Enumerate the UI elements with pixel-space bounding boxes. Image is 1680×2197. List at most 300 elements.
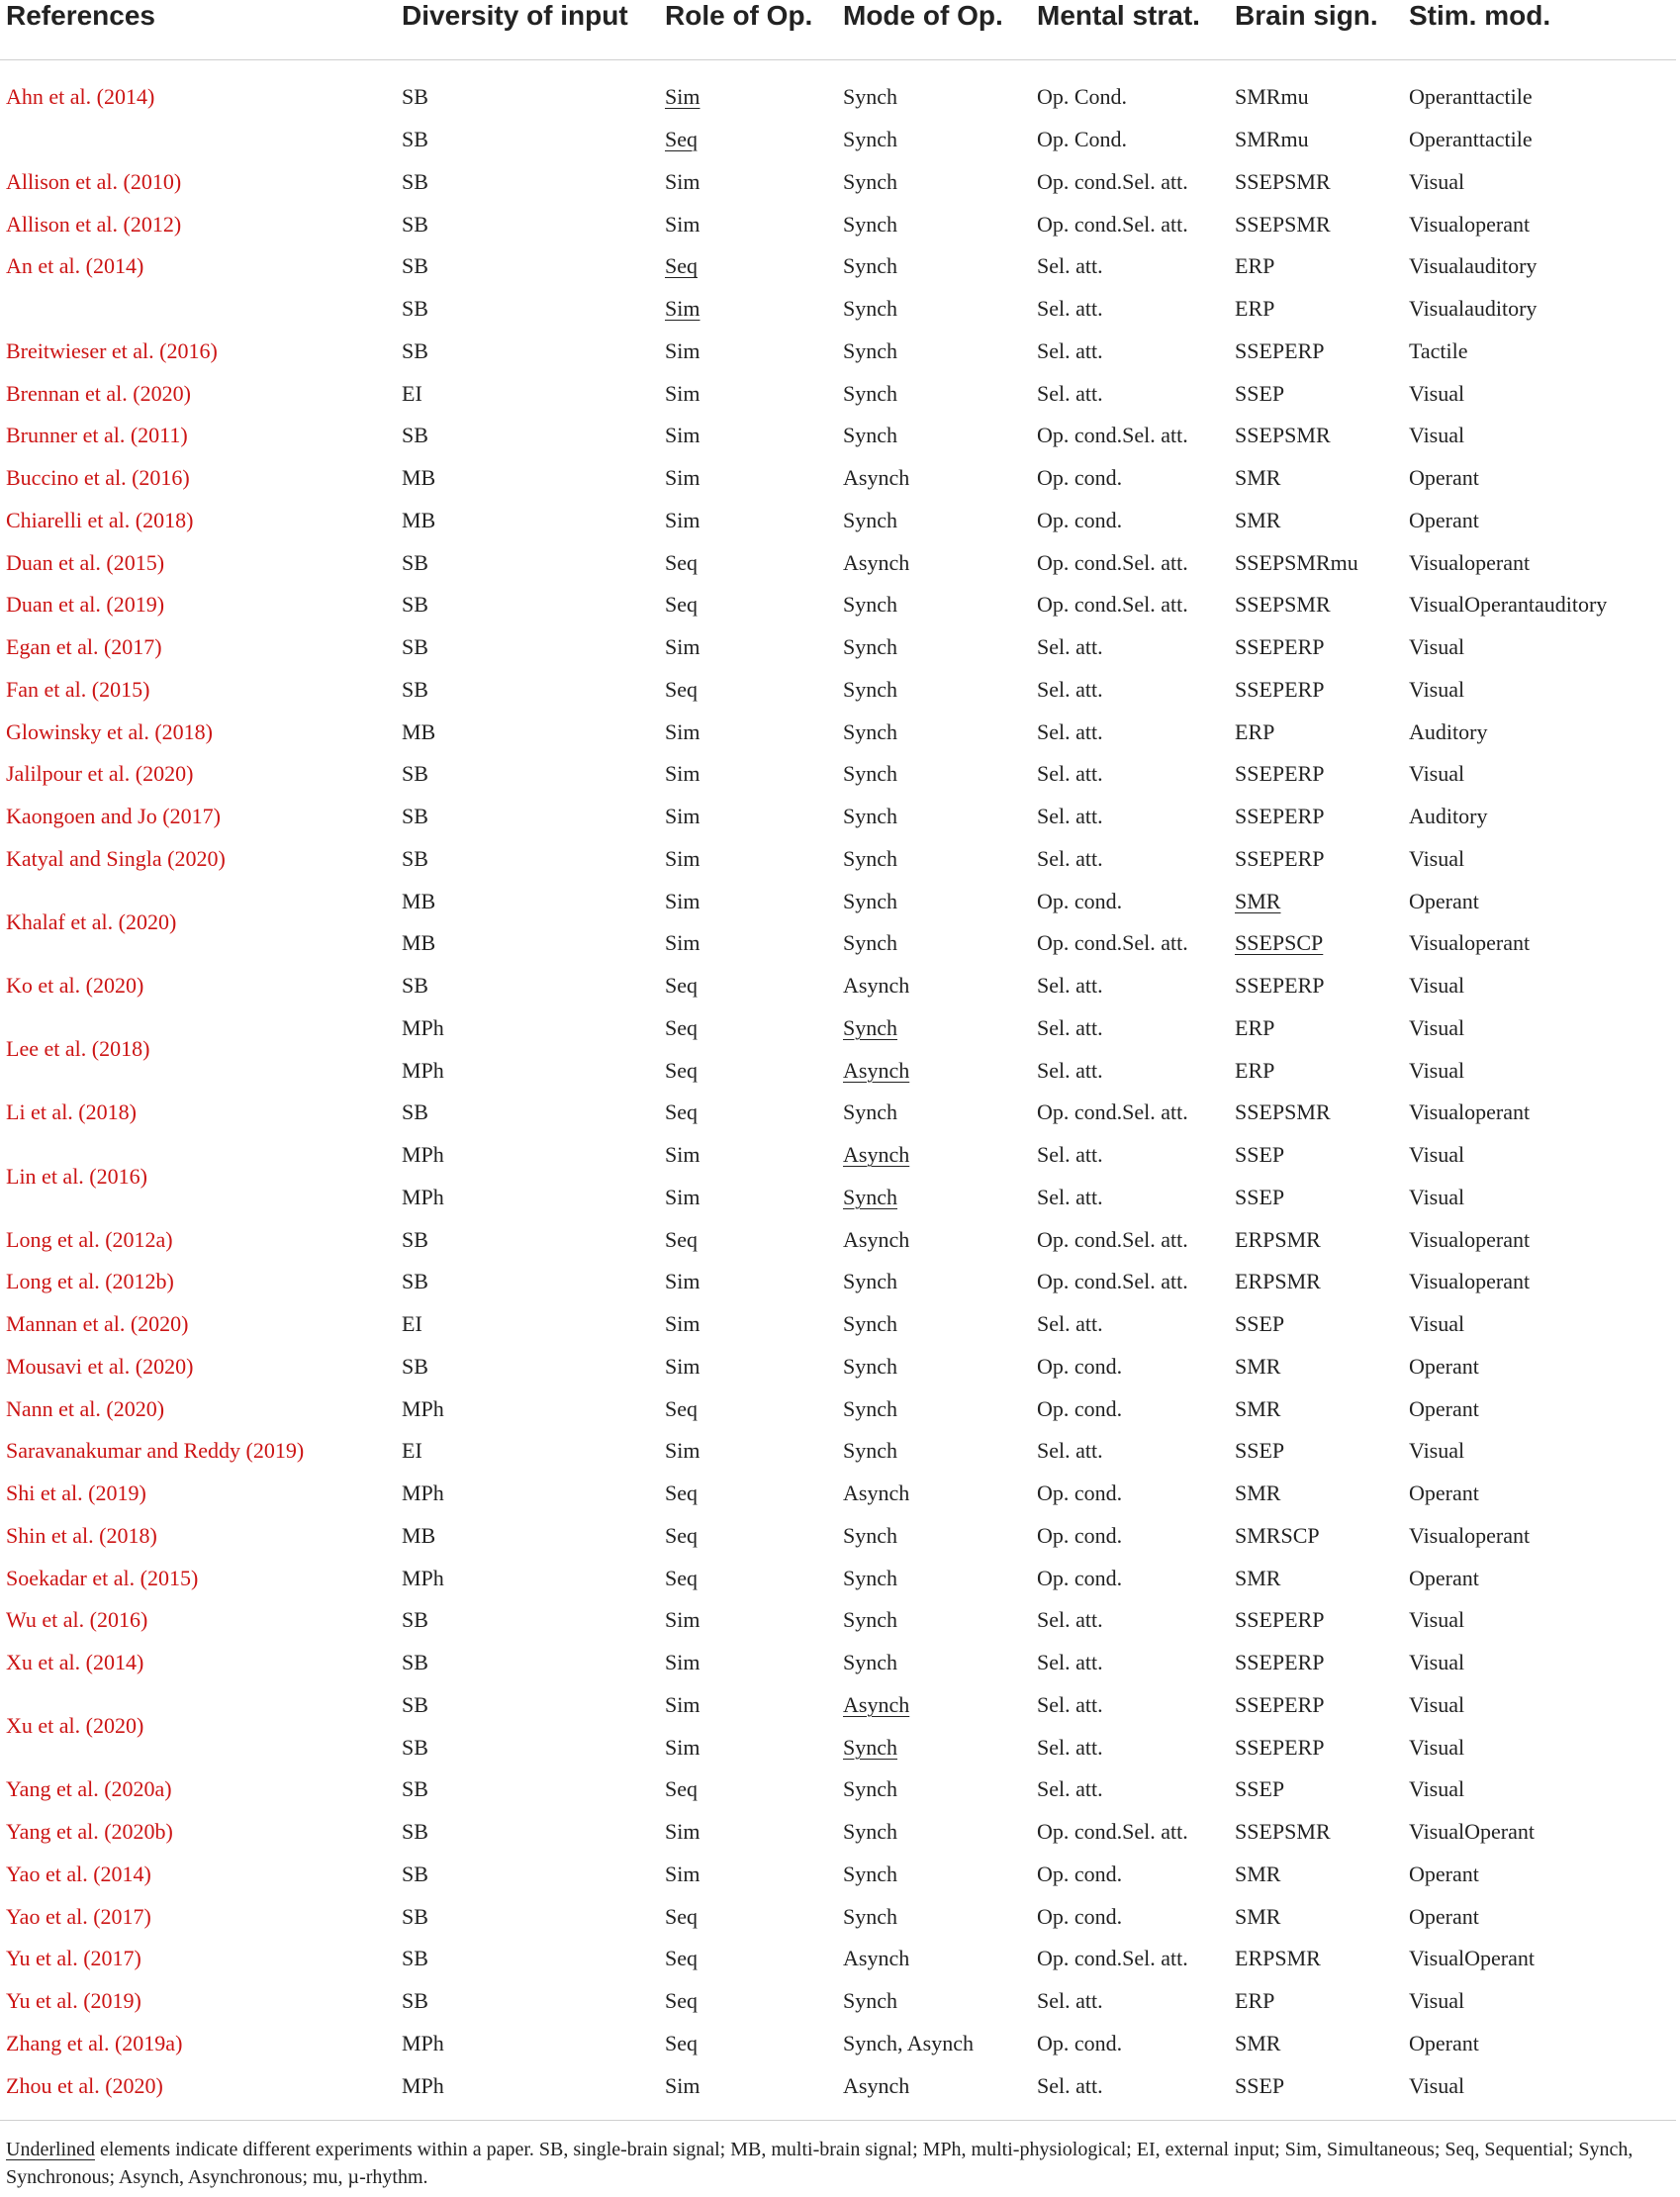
cell-mental-strat <box>1037 711 1235 753</box>
cell-stim-mod <box>1409 245 1676 288</box>
cell-reference[interactable] <box>0 1303 402 1346</box>
reference-close-paren: ) <box>143 1903 151 1929</box>
table-row <box>0 1811 1676 1854</box>
cell-role-of-op <box>665 880 843 922</box>
reference-year-link[interactable]: 2020 <box>140 380 184 406</box>
cell-mental-strat <box>1037 1557 1235 1599</box>
reference-close-paren: ) <box>134 1988 141 2014</box>
cell-stim-mod <box>1409 331 1676 373</box>
cell-reference[interactable] <box>0 1980 402 2023</box>
cell-mental-strat <box>1037 1303 1235 1346</box>
cell-diversity-of-input <box>402 1177 665 1219</box>
reference-year-link[interactable]: 2018 <box>142 507 187 532</box>
reference-authors[interactable]: Buccino et al. ( <box>6 465 140 491</box>
cell-brain-sign <box>1235 161 1409 204</box>
reference-authors[interactable]: Katyal and Singla ( <box>6 845 175 871</box>
reference-authors[interactable]: Duan et al. ( <box>6 592 114 618</box>
reference-year-link[interactable]: 2019 <box>252 1438 297 1464</box>
table-row <box>0 541 1676 584</box>
reference-authors[interactable]: Yao et al. ( <box>6 1903 101 1929</box>
reference-authors[interactable]: Yu et al. ( <box>6 1946 91 1971</box>
reference-year-link[interactable]: 2016 <box>139 465 183 491</box>
cell-diversity-of-input <box>402 584 665 626</box>
cell-diversity-of-input <box>402 541 665 584</box>
reference-year-link[interactable]: 2020 <box>142 1353 187 1379</box>
reference-year-link[interactable]: 2020b <box>111 1819 166 1845</box>
cell-mental-strat <box>1037 669 1235 712</box>
reference-close-paren: ) <box>173 168 182 194</box>
cell-role-of-op-text: Sim <box>665 1607 700 1633</box>
cell-reference[interactable] <box>0 1261 402 1303</box>
cell-reference[interactable] <box>0 1346 402 1388</box>
reference-year-link[interactable]: 2010 <box>130 168 174 194</box>
cell-role-of-op <box>665 203 843 245</box>
cell-role-of-op-text: Seq <box>665 253 698 279</box>
cell-mode-of-op-text: Asynch <box>843 1946 910 1971</box>
reference-year-link[interactable]: 2018 <box>85 1099 130 1125</box>
cell-role-of-op <box>665 2023 843 2065</box>
reference-authors[interactable]: Nann et al. ( <box>6 1395 114 1421</box>
reference-year-link[interactable]: 2014 <box>100 1861 144 1886</box>
cell-mode-of-op <box>843 1642 1037 1684</box>
cell-reference[interactable] <box>0 1007 402 1093</box>
cell-reference[interactable] <box>0 1430 402 1473</box>
cell-diversity-of-input-text: SB <box>402 592 428 618</box>
reference-authors[interactable]: Yao et al. ( <box>6 1861 101 1886</box>
reference-close-paren: ) <box>213 804 221 829</box>
cell-mode-of-op <box>843 541 1037 584</box>
cell-mental-strat-text: Op. cond.Sel. att. <box>1037 930 1188 956</box>
cell-reference[interactable] <box>0 2023 402 2065</box>
cell-reference[interactable] <box>0 796 402 838</box>
table-row <box>0 1854 1676 1896</box>
cell-role-of-op-text: Sim <box>665 718 700 744</box>
cell-stim-mod-text: Visual <box>1409 1057 1465 1083</box>
reference-authors[interactable]: Brunner et al. ( <box>6 423 139 448</box>
cell-stim-mod-text: Visual <box>1409 1184 1465 1209</box>
reference-close-paren: ) <box>143 1861 151 1886</box>
reference-authors[interactable]: An et al. ( <box>6 253 93 279</box>
cell-mental-strat <box>1037 1768 1235 1811</box>
cell-diversity-of-input <box>402 1473 665 1515</box>
reference-authors[interactable]: Xu et al. ( <box>6 1650 93 1675</box>
cell-mental-strat <box>1037 1473 1235 1515</box>
reference-year-link[interactable]: 2018 <box>99 1036 143 1062</box>
cell-role-of-op-text: Sim <box>665 804 700 829</box>
cell-reference[interactable] <box>0 1092 402 1134</box>
cell-stim-mod-text: VisualOperant <box>1409 1946 1535 1971</box>
cell-role-of-op-text: Seq <box>665 1226 698 1252</box>
cell-reference[interactable] <box>0 584 402 626</box>
cell-role-of-op-text: Sim <box>665 84 700 110</box>
cell-mental-strat-text: Sel. att. <box>1037 2072 1103 2098</box>
cell-reference[interactable] <box>0 1895 402 1938</box>
cell-brain-sign <box>1235 1811 1409 1854</box>
cell-role-of-op <box>665 1599 843 1642</box>
cell-diversity-of-input <box>402 1895 665 1938</box>
cell-mode-of-op-text: Synch <box>843 1776 897 1802</box>
cell-mental-strat-text: Op. cond. <box>1037 1903 1123 1929</box>
cell-reference[interactable] <box>0 626 402 669</box>
cell-diversity-of-input <box>402 1980 665 2023</box>
cell-mental-strat <box>1037 161 1235 204</box>
reference-authors[interactable]: Allison et al. ( <box>6 168 131 194</box>
cell-role-of-op-text: Sim <box>665 634 700 660</box>
cell-diversity-of-input <box>402 1007 665 1050</box>
cell-mode-of-op-text: Synch <box>843 1014 897 1040</box>
reference-year-link[interactable]: 2019 <box>113 592 157 618</box>
cell-reference[interactable] <box>0 1599 402 1642</box>
cell-reference[interactable] <box>0 880 402 965</box>
cell-mental-strat <box>1037 457 1235 500</box>
cell-reference[interactable] <box>0 711 402 753</box>
cell-reference[interactable] <box>0 1473 402 1515</box>
cell-brain-sign <box>1235 372 1409 415</box>
cell-role-of-op <box>665 1303 843 1346</box>
table-row <box>0 1515 1676 1558</box>
reference-close-paren: ) <box>181 1311 189 1337</box>
reference-authors[interactable]: Zhang et al. ( <box>6 2030 123 2055</box>
reference-year-link[interactable]: 2014 <box>103 84 147 110</box>
reference-authors[interactable]: Khalaf et al. ( <box>6 909 126 934</box>
cell-stim-mod <box>1409 60 1676 119</box>
reference-year-link[interactable]: 2018 <box>106 1522 150 1548</box>
cell-diversity-of-input <box>402 1768 665 1811</box>
reference-close-paren: ) <box>142 676 150 702</box>
cell-role-of-op <box>665 1049 843 1092</box>
cell-brain-sign-text: SSEPERP <box>1235 1607 1325 1633</box>
cell-reference[interactable] <box>0 1854 402 1896</box>
reference-authors[interactable]: Fan et al. ( <box>6 676 100 702</box>
reference-authors[interactable]: Yang et al. ( <box>6 1819 112 1845</box>
cell-stim-mod <box>1409 838 1676 881</box>
cell-reference[interactable] <box>0 60 402 119</box>
reference-year-link[interactable]: 2019 <box>90 1988 135 2014</box>
cell-reference[interactable] <box>0 1684 402 1769</box>
cell-mode-of-op-text: Synch <box>843 1395 897 1421</box>
cell-stim-mod-text: Auditory <box>1409 718 1488 744</box>
cell-mode-of-op <box>843 1684 1037 1727</box>
cell-brain-sign-text: SSEPSMR <box>1235 592 1331 618</box>
cell-mode-of-op-text: Asynch <box>843 973 910 999</box>
cell-mode-of-op-text: Synch <box>843 127 897 152</box>
cell-mental-strat-text: Op. cond. <box>1037 507 1123 532</box>
reference-authors[interactable]: Duan et al. ( <box>6 549 114 575</box>
reference-authors[interactable]: Saravanakumar and Reddy ( <box>6 1438 253 1464</box>
cell-mental-strat <box>1037 838 1235 881</box>
cell-brain-sign <box>1235 331 1409 373</box>
cell-mental-strat <box>1037 1430 1235 1473</box>
table-row <box>0 1684 1676 1727</box>
cell-stim-mod <box>1409 1684 1676 1727</box>
cell-role-of-op <box>665 669 843 712</box>
cell-role-of-op-text: Sim <box>665 761 700 787</box>
cell-mental-strat <box>1037 245 1235 288</box>
footnote-underlined-word: Underlined <box>6 2139 95 2160</box>
reference-year-link[interactable]: 2015 <box>146 1565 191 1590</box>
cell-stim-mod-text: VisualOperantauditory <box>1409 592 1608 618</box>
cell-reference[interactable] <box>0 415 402 457</box>
cell-role-of-op-text: Sim <box>665 1819 700 1845</box>
cell-mode-of-op-text: Synch <box>843 337 897 363</box>
reference-authors[interactable]: Breitwieser et al. ( <box>6 337 167 363</box>
reference-close-paren: ) <box>166 1269 174 1294</box>
header-brain-sign: Brain sign. <box>1235 0 1409 60</box>
reference-year-link[interactable]: 2020 <box>113 1395 157 1421</box>
reference-authors[interactable]: Soekadar et al. ( <box>6 1565 147 1590</box>
cell-stim-mod <box>1409 753 1676 796</box>
reference-year-link[interactable]: 2012 <box>130 211 174 237</box>
reference-year-link[interactable]: 2014 <box>92 253 137 279</box>
reference-authors[interactable]: Mousavi et al. ( <box>6 1353 143 1379</box>
reference-year-link[interactable]: 2019a <box>122 2030 176 2055</box>
cell-brain-sign <box>1235 2023 1409 2065</box>
table-row <box>0 2064 1676 2107</box>
cell-brain-sign-text: SMR <box>1235 507 1281 532</box>
reference-authors[interactable]: Lee et al. ( <box>6 1036 100 1062</box>
reference-year-link[interactable]: 2020 <box>92 973 137 999</box>
cell-reference[interactable] <box>0 331 402 373</box>
cell-stim-mod <box>1409 1177 1676 1219</box>
reference-authors[interactable]: Brennan et al. ( <box>6 380 140 406</box>
cell-role-of-op-text: Sim <box>665 423 700 448</box>
table-row <box>0 2023 1676 2065</box>
cell-reference[interactable] <box>0 1811 402 1854</box>
cell-reference[interactable] <box>0 1557 402 1599</box>
table-row <box>0 119 1676 161</box>
cell-stim-mod-text: Visualoperant <box>1409 211 1531 237</box>
reference-year-link[interactable]: 2017 <box>90 1946 135 1971</box>
cell-mode-of-op <box>843 2064 1037 2107</box>
cell-reference[interactable] <box>0 161 402 204</box>
cell-role-of-op-text: Seq <box>665 1776 698 1802</box>
cell-reference[interactable] <box>0 245 402 288</box>
cell-reference[interactable] <box>0 753 402 796</box>
cell-mode-of-op <box>843 1473 1037 1515</box>
cell-mental-strat <box>1037 1007 1235 1050</box>
reference-authors[interactable]: Long et al. ( <box>6 1269 113 1294</box>
cell-diversity-of-input-text: MPh <box>402 1481 444 1506</box>
cell-role-of-op <box>665 626 843 669</box>
cell-brain-sign-text: SMR <box>1235 1353 1281 1379</box>
cell-reference[interactable] <box>0 1218 402 1261</box>
cell-mental-strat <box>1037 796 1235 838</box>
reference-authors[interactable]: Yang et al. ( <box>6 1776 112 1802</box>
cell-role-of-op-text: Seq <box>665 2030 698 2055</box>
cell-diversity-of-input <box>402 457 665 500</box>
cell-diversity-of-input-text: MPh <box>402 1565 444 1590</box>
reference-year-link[interactable]: 2020 <box>138 1311 182 1337</box>
reference-year-link[interactable]: 2014 <box>92 1650 137 1675</box>
cell-stim-mod <box>1409 1387 1676 1430</box>
cell-role-of-op <box>665 753 843 796</box>
cell-stim-mod <box>1409 1218 1676 1261</box>
reference-year-link[interactable]: 2012b <box>112 1269 167 1294</box>
reference-authors[interactable]: Chiarelli et al. ( <box>6 507 143 532</box>
cell-role-of-op-text: Sim <box>665 1734 700 1760</box>
cell-reference[interactable] <box>0 1515 402 1558</box>
cell-stim-mod <box>1409 1854 1676 1896</box>
cell-mode-of-op-text: Synch <box>843 1522 897 1548</box>
cell-brain-sign <box>1235 1684 1409 1727</box>
cell-brain-sign-text: SSEPSMRmu <box>1235 549 1358 575</box>
cell-stim-mod <box>1409 626 1676 669</box>
reference-year-link[interactable]: 2018 <box>161 718 206 744</box>
cell-stim-mod <box>1409 2064 1676 2107</box>
cell-reference[interactable] <box>0 1642 402 1684</box>
cell-mental-strat-text: Op. cond. <box>1037 1565 1123 1590</box>
table-row <box>0 1387 1676 1430</box>
cell-reference[interactable] <box>0 838 402 881</box>
cell-mode-of-op-text: Asynch <box>843 1481 910 1506</box>
cell-role-of-op <box>665 796 843 838</box>
cell-brain-sign <box>1235 1346 1409 1388</box>
reference-close-paren: ) <box>186 761 194 787</box>
reference-year-link[interactable]: 2020 <box>112 2072 156 2098</box>
cell-brain-sign <box>1235 1387 1409 1430</box>
cell-role-of-op <box>665 1473 843 1515</box>
cell-diversity-of-input-text: SB <box>402 127 428 152</box>
cell-mental-strat <box>1037 1599 1235 1642</box>
cell-mental-strat-text: Sel. att. <box>1037 676 1103 702</box>
table-row <box>0 245 1676 288</box>
cell-diversity-of-input-text: SB <box>402 761 428 787</box>
reference-year-link[interactable]: 2016 <box>96 1607 140 1633</box>
cell-brain-sign <box>1235 415 1409 457</box>
reference-close-paren: ) <box>136 1713 144 1739</box>
cell-mental-strat <box>1037 1387 1235 1430</box>
cell-mode-of-op-text: Asynch <box>843 1057 910 1083</box>
reference-authors[interactable]: Jalilpour et al. ( <box>6 761 143 787</box>
cell-reference[interactable] <box>0 965 402 1007</box>
cell-role-of-op-text: Sim <box>665 168 700 194</box>
reference-year-link[interactable]: 2015 <box>99 676 143 702</box>
reference-year-link[interactable]: 2012a <box>112 1226 166 1252</box>
reference-authors[interactable]: Zhou et al. ( <box>6 2072 113 2098</box>
cell-role-of-op <box>665 1007 843 1050</box>
reference-authors[interactable]: Mannan et al. ( <box>6 1311 139 1337</box>
reference-close-paren: ) <box>173 211 182 237</box>
reference-authors[interactable]: Shi et al. ( <box>6 1481 96 1506</box>
cell-role-of-op <box>665 372 843 415</box>
cell-mental-strat <box>1037 1642 1235 1684</box>
cell-mode-of-op <box>843 1895 1037 1938</box>
cell-mode-of-op-text: Synch <box>843 1819 897 1845</box>
cell-reference[interactable] <box>0 1134 402 1219</box>
cell-stim-mod-text: Operant <box>1409 507 1479 532</box>
cell-reference[interactable] <box>0 457 402 500</box>
cell-diversity-of-input-text: SB <box>402 804 428 829</box>
reference-year-link[interactable]: 2017 <box>100 1903 144 1929</box>
reference-authors[interactable]: Yu et al. ( <box>6 1988 91 2014</box>
cell-reference[interactable] <box>0 1938 402 1980</box>
cell-brain-sign <box>1235 1854 1409 1896</box>
reference-close-paren: ) <box>190 1565 199 1590</box>
reference-year-link[interactable]: 2016 <box>96 1163 140 1189</box>
cell-reference[interactable] <box>0 541 402 584</box>
cell-mental-strat <box>1037 288 1235 331</box>
cell-diversity-of-input <box>402 1387 665 1430</box>
reference-authors[interactable]: Allison et al. ( <box>6 211 131 237</box>
footnote-text: elements indicate different experiments within a paper. SB, single-brain signal; MB, multi-brain signal; MPh, multi-physiological; EI, external input; Sim, Simultaneous; Seq, Sequential; Synch, Synchronous; Asynch, Asynchronous; mu, µ-rhythm. <box>6 2139 1633 2188</box>
reference-authors[interactable]: Kaongoen and Jo ( <box>6 804 170 829</box>
cell-stim-mod-text: Visualoperant <box>1409 1522 1531 1548</box>
cell-mode-of-op-text: Synch <box>843 888 897 913</box>
cell-reference[interactable] <box>0 1387 402 1430</box>
cell-mode-of-op-text: Synch <box>843 168 897 194</box>
cell-mental-strat-text: Sel. att. <box>1037 296 1103 322</box>
cell-stim-mod-text: Operant <box>1409 465 1479 491</box>
cell-reference[interactable] <box>0 500 402 542</box>
table-row <box>0 796 1676 838</box>
cell-mode-of-op-text: Synch <box>843 296 897 322</box>
reference-year-link[interactable]: 2017 <box>111 634 155 660</box>
reference-authors[interactable]: Shin et al. ( <box>6 1522 107 1548</box>
reference-authors[interactable]: Ahn et al. ( <box>6 84 104 110</box>
cell-mental-strat-text: Sel. att. <box>1037 1014 1103 1040</box>
table-header <box>0 0 1676 60</box>
reference-year-link[interactable]: 2017 <box>169 804 214 829</box>
cell-reference[interactable] <box>0 2064 402 2107</box>
cell-stim-mod-text: Visual <box>1409 1776 1465 1802</box>
reference-year-link[interactable]: 2020 <box>142 761 187 787</box>
cell-mental-strat-text: Op. cond. <box>1037 1353 1123 1379</box>
cell-diversity-of-input-text: SB <box>402 1099 428 1125</box>
cell-reference[interactable] <box>0 669 402 712</box>
reference-authors[interactable]: Wu et al. ( <box>6 1607 97 1633</box>
reference-year-link[interactable]: 2019 <box>95 1481 140 1506</box>
cell-role-of-op <box>665 541 843 584</box>
reference-authors[interactable]: Egan et al. ( <box>6 634 112 660</box>
cell-diversity-of-input-text: MPh <box>402 2072 444 2098</box>
cell-mode-of-op <box>843 1049 1037 1092</box>
reference-close-paren: ) <box>205 718 213 744</box>
cell-mental-strat <box>1037 1515 1235 1558</box>
reference-authors[interactable]: Lin et al. ( <box>6 1163 97 1189</box>
reference-year-link[interactable]: 2020 <box>92 1713 137 1739</box>
cell-diversity-of-input-text: SB <box>402 1691 428 1717</box>
cell-mode-of-op <box>843 1726 1037 1768</box>
reference-year-link[interactable]: 2011 <box>138 423 181 448</box>
reference-year-link[interactable]: 2020 <box>125 909 169 934</box>
cell-brain-sign-text: SSEPERP <box>1235 1734 1325 1760</box>
cell-brain-sign <box>1235 2064 1409 2107</box>
cell-reference[interactable] <box>0 372 402 415</box>
reference-close-paren: ) <box>155 2072 163 2098</box>
cell-stim-mod-text: Operant <box>1409 1861 1479 1886</box>
cell-stim-mod-text: Visual <box>1409 1014 1465 1040</box>
reference-year-link[interactable]: 2015 <box>113 549 157 575</box>
cell-mental-strat-text: Op. cond.Sel. att. <box>1037 211 1188 237</box>
table-row <box>0 161 1676 204</box>
cell-role-of-op <box>665 1346 843 1388</box>
cell-reference[interactable] <box>0 203 402 245</box>
reference-authors[interactable]: Glowinsky et al. ( <box>6 718 162 744</box>
reference-authors[interactable]: Ko et al. ( <box>6 973 93 999</box>
cell-reference[interactable] <box>0 1768 402 1811</box>
table-row <box>0 838 1676 881</box>
reference-authors[interactable]: Xu et al. ( <box>6 1713 93 1739</box>
cell-stim-mod <box>1409 796 1676 838</box>
reference-authors[interactable]: Long et al. ( <box>6 1226 113 1252</box>
reference-year-link[interactable]: 2016 <box>166 337 211 363</box>
reference-close-paren: ) <box>186 1353 194 1379</box>
cell-mental-strat-text: Op. cond. <box>1037 1481 1123 1506</box>
reference-authors[interactable]: Li et al. ( <box>6 1099 86 1125</box>
reference-close-paren: ) <box>164 1776 172 1802</box>
reference-year-link[interactable]: 2020a <box>111 1776 165 1802</box>
reference-year-link[interactable]: 2020 <box>174 845 219 871</box>
